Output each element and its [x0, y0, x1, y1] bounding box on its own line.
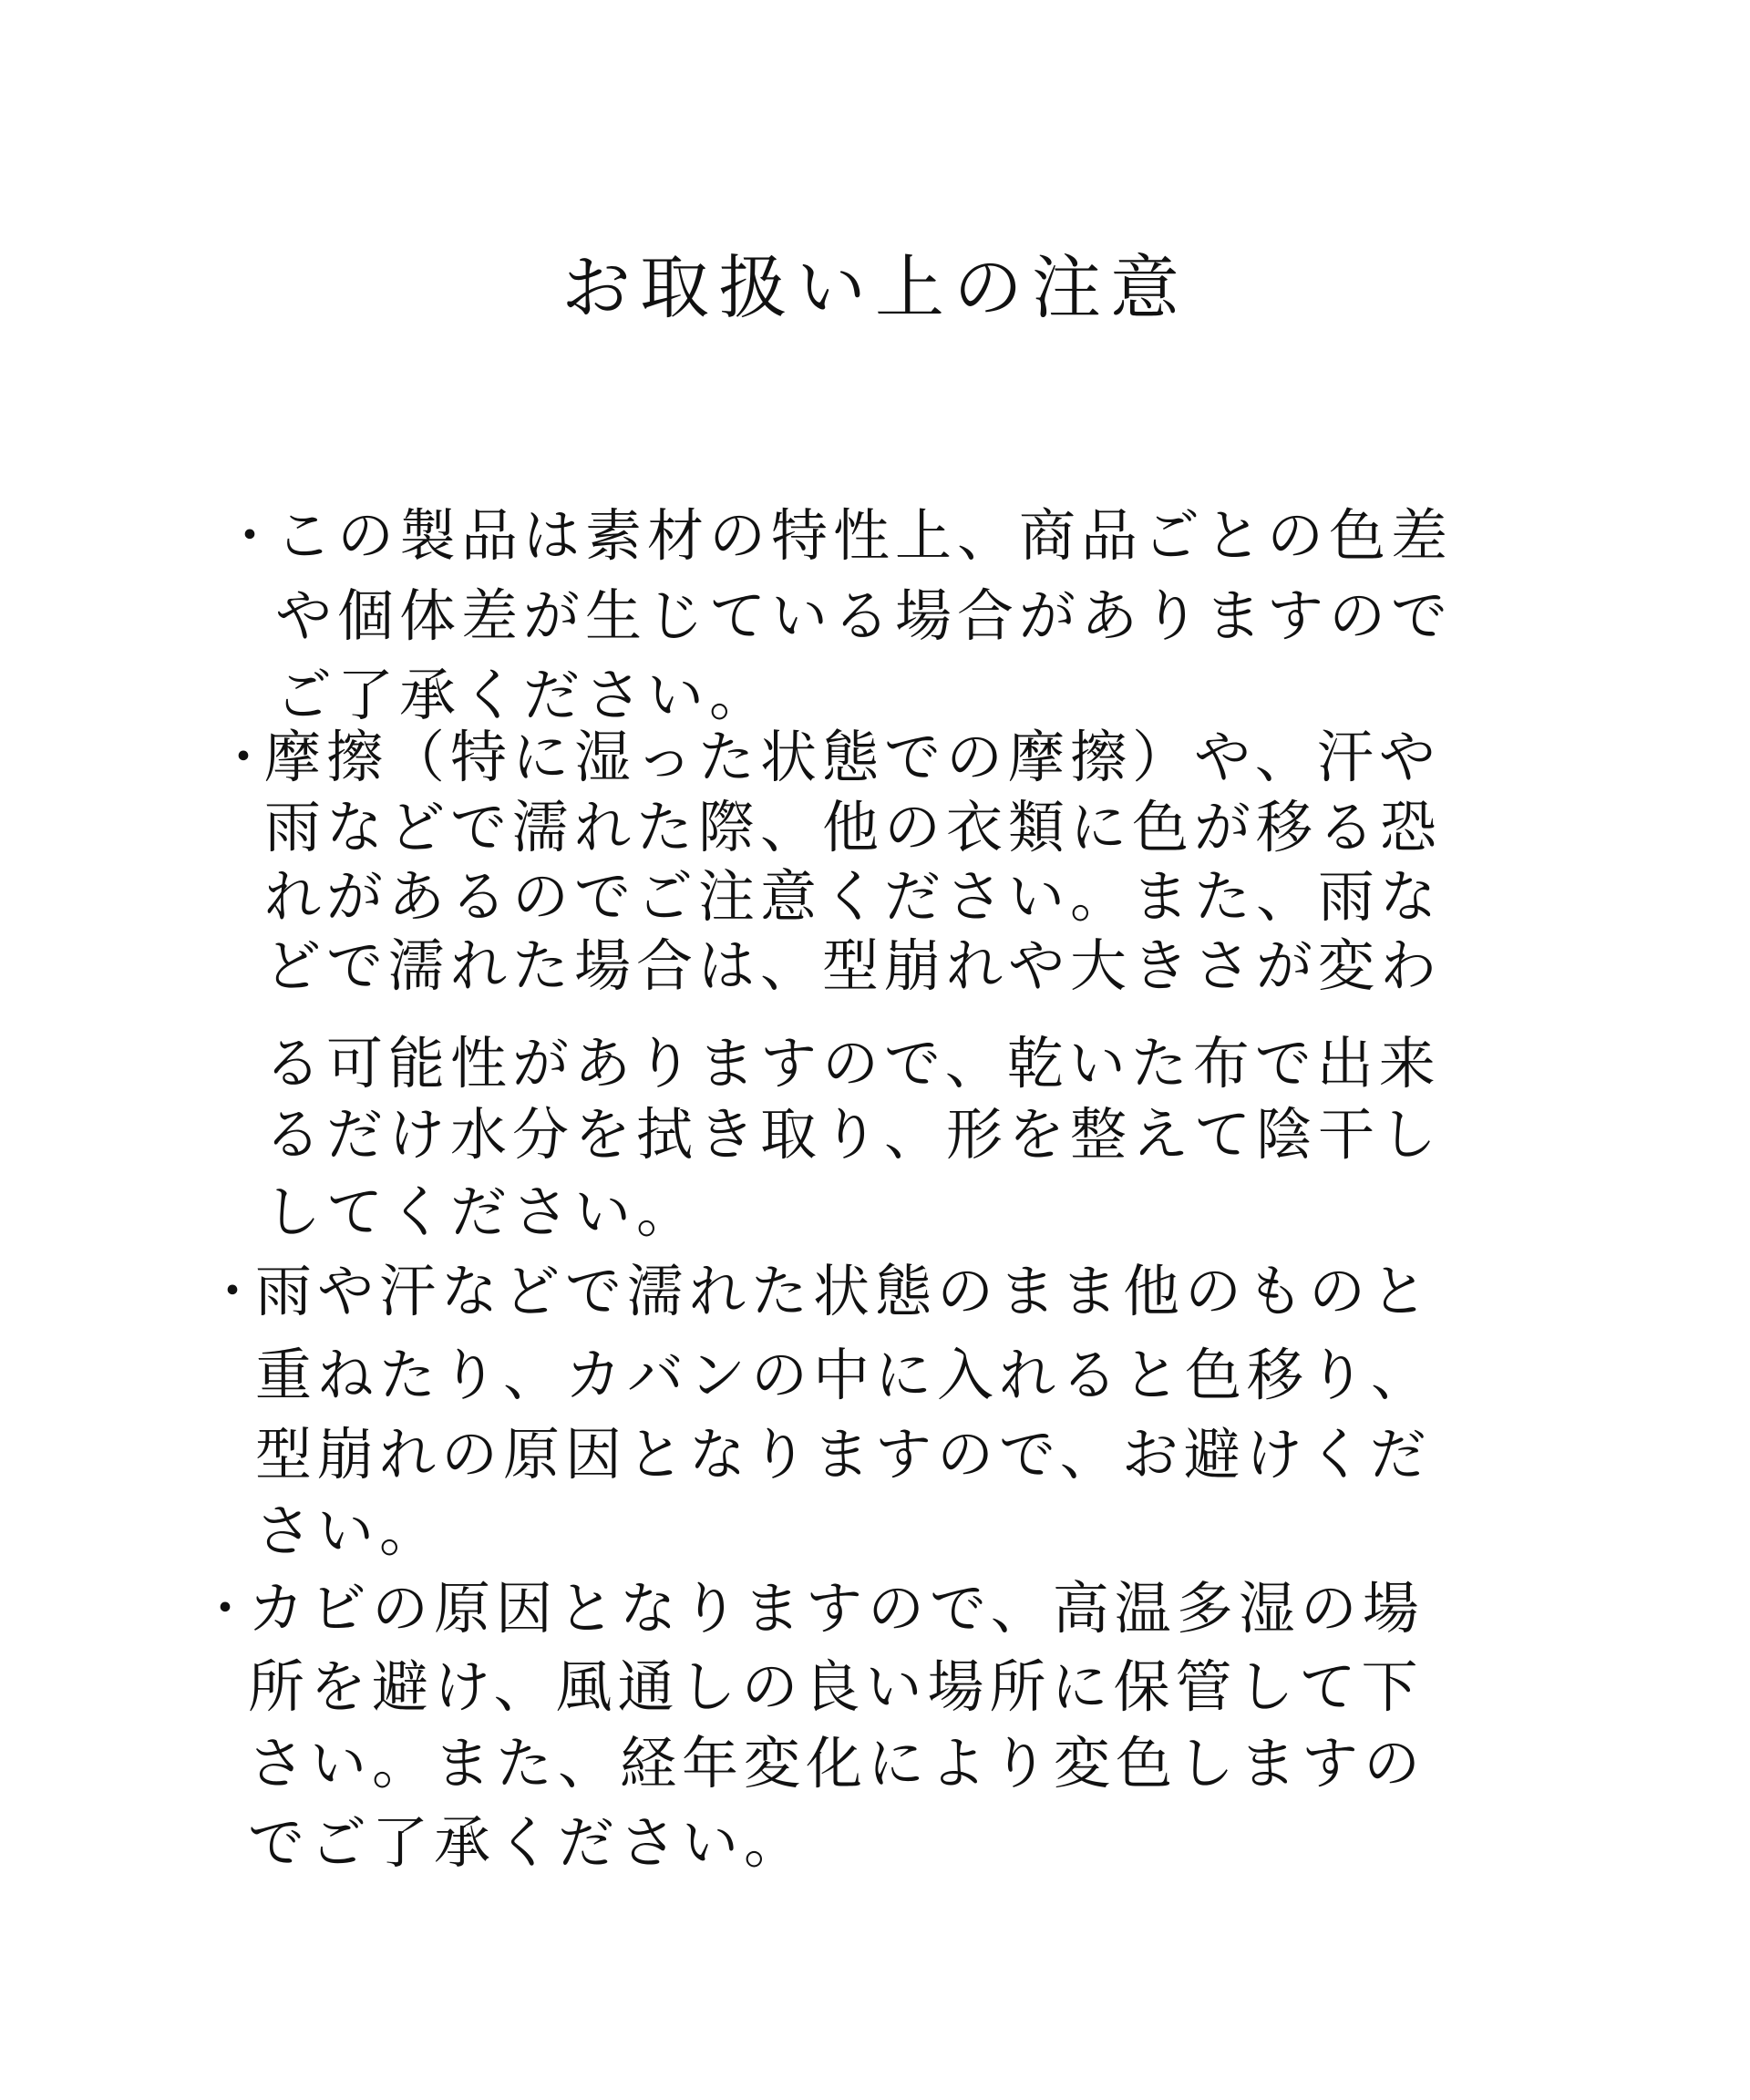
notice-line: る可能性がありますので、乾いた布で出来 — [264, 1030, 1441, 1096]
notice-line: ご了承ください。 — [275, 662, 772, 728]
notice-line: カビの原因となりますので、高温多湿の場 — [248, 1575, 1425, 1642]
notice-line: 雨などで濡れた際、他の衣類に色が移る恐 — [264, 794, 1443, 860]
bullet: ・ — [206, 1261, 260, 1323]
notice-line: 重ねたり、カバンの中に入れると色移り、 — [255, 1342, 1434, 1408]
bullet: ・ — [217, 726, 271, 788]
notice-line: 所を避け、風通しの良い場所に保管して下 — [248, 1653, 1424, 1720]
bullet: ・ — [223, 505, 277, 567]
bullet: ・ — [199, 1578, 252, 1640]
notice-line: 雨や汗などで濡れた状態のまま他のものと — [255, 1258, 1434, 1324]
notice-line: でご了承ください。 — [248, 1809, 807, 1876]
notice-line: してください。 — [264, 1179, 699, 1245]
notice-line: さい。また、経年変化により変色しますの — [248, 1730, 1426, 1796]
notice-line: この製品は素材の特性上、商品ごとの色差 — [275, 502, 1454, 569]
notice-line: るだけ水分を拭き取り、形を整えて陰干し — [264, 1101, 1443, 1168]
notice-line: さい。 — [255, 1498, 442, 1564]
notice-line: どで濡れた場合は、型崩れや大きさが変わ — [264, 932, 1443, 999]
page-title: お取扱い上の注意 — [561, 247, 1189, 328]
notice-line: や個体差が生じている場合がありますので — [275, 582, 1454, 649]
notice-line: れがあるのでご注意ください。また、雨な — [264, 863, 1443, 930]
notice-line: 摩擦（特に湿った状態での摩擦）や、汗や — [264, 724, 1441, 790]
notice-line: 型崩れの原因となりますので、お避けくだ — [255, 1421, 1432, 1488]
